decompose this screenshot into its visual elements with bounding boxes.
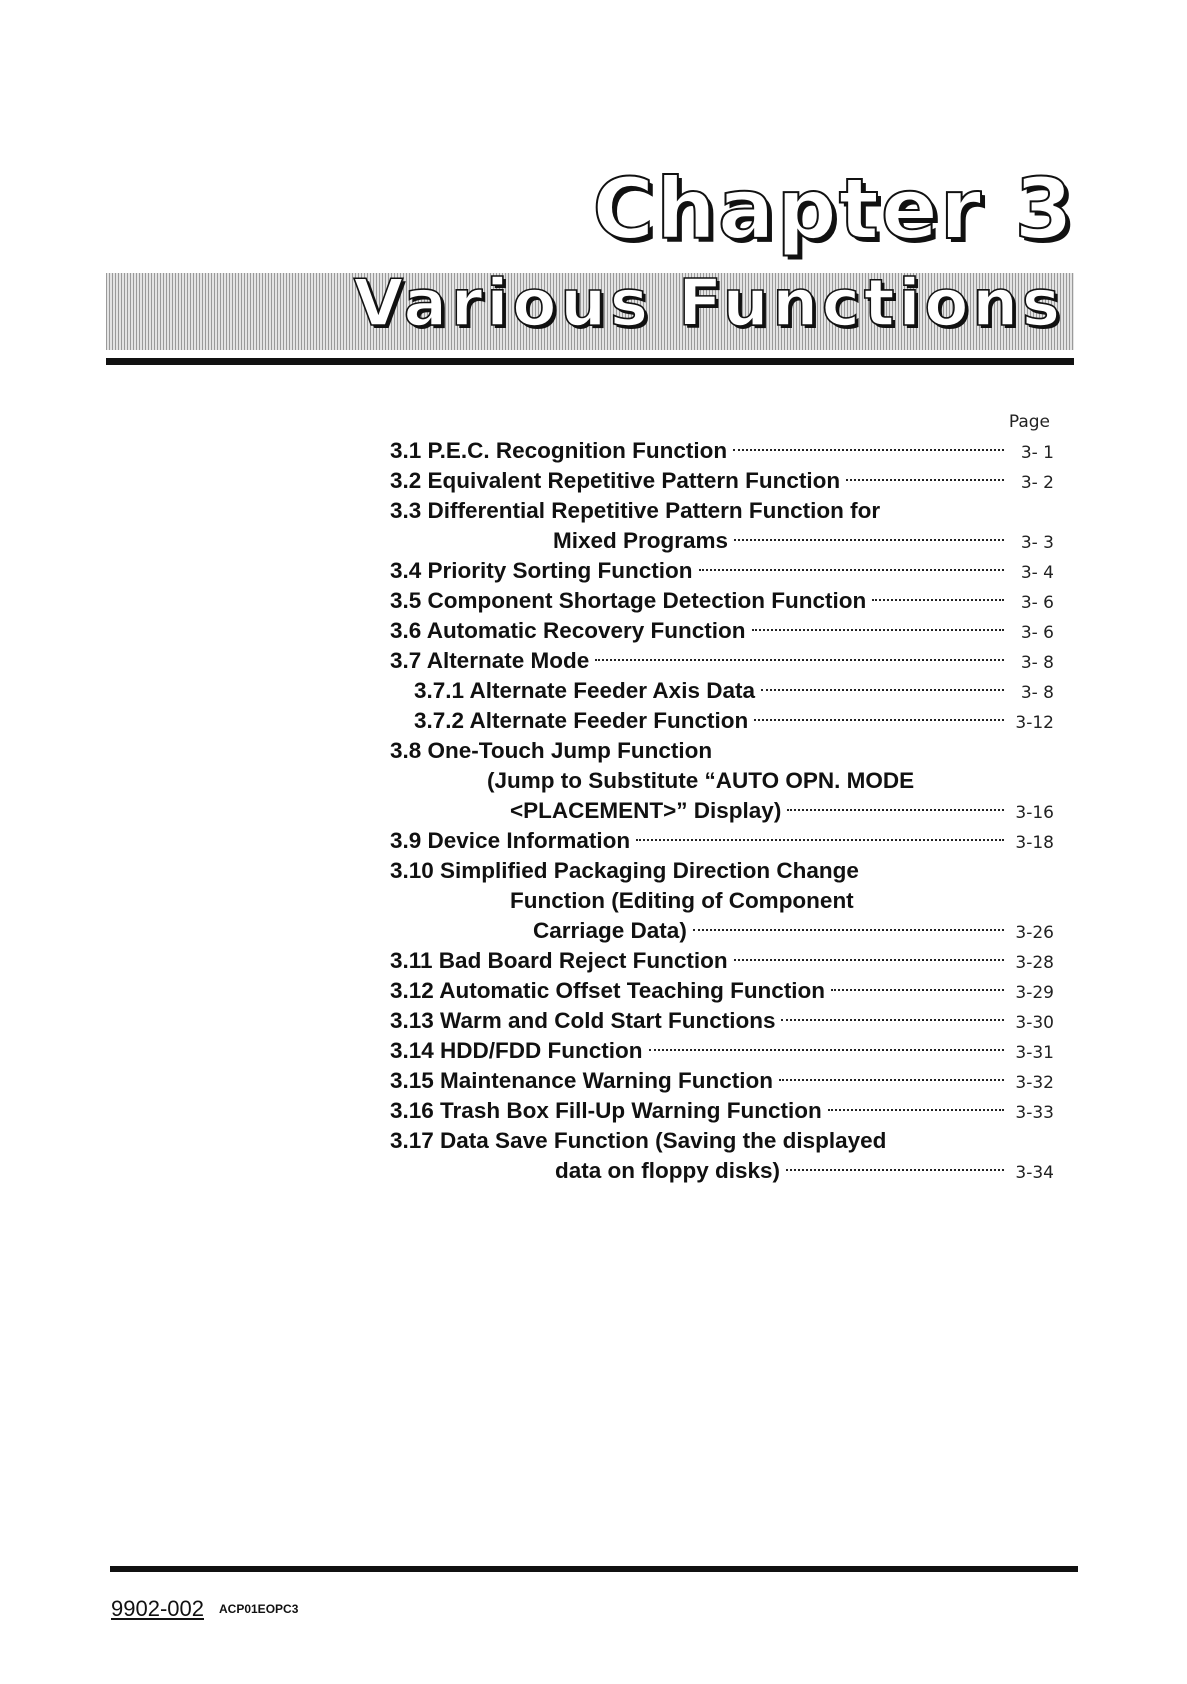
toc-entry-page: 3- 8 [1020,683,1054,703]
toc-leader-dots [595,659,1004,661]
toc-entry[interactable] [390,496,1054,526]
toc-entry-page: 3-16 [1015,803,1054,823]
footer-doc-id: ACP01EOPC3 [219,1602,299,1616]
toc-leader-dots [636,839,1004,841]
toc-entry-page: 3- 4 [1020,563,1054,583]
toc-entry-continuation[interactable] [390,526,1054,556]
toc-leader-dots [872,599,1004,601]
toc-entry-continuation[interactable] [390,916,1054,946]
toc-entry[interactable] [390,1126,1054,1156]
toc-entry-page: 3- 6 [1020,593,1054,613]
toc-entry-title-cont: Carriage Data) [533,918,687,943]
toc-entry-title: 3.15 Maintenance Warning Function [390,1068,773,1093]
toc-leader-dots [649,1049,1004,1051]
toc-entry-title-cont: data on floppy disks) [555,1158,781,1183]
toc-entry[interactable] [390,646,1054,676]
toc-entry-title: 3.4 Priority Sorting Function [390,558,693,583]
toc-entry[interactable] [390,466,1054,496]
toc-entry[interactable] [390,616,1054,646]
footer-code: 9902-002 [111,1596,204,1621]
toc-entry-page: 3- 8 [1020,653,1054,673]
toc-entry[interactable] [390,1066,1054,1096]
toc-subentry-title: 3.7.1 Alternate Feeder Axis Data [414,678,755,703]
toc-entry[interactable] [390,1036,1054,1066]
chapter-title: Various Functions [353,267,1064,341]
toc-leader-dots [752,629,1005,631]
toc-leader-dots [733,449,1004,451]
toc-leader-dots [786,1169,1004,1171]
toc-leader-dots [781,1019,1004,1021]
toc-leader-dots [699,569,1004,571]
toc-entry[interactable] [390,1096,1054,1126]
toc-entry[interactable] [390,976,1054,1006]
toc-entry[interactable] [390,1006,1054,1036]
toc-entry[interactable] [390,586,1054,616]
toc-entry-page: 3-31 [1015,1043,1054,1063]
toc-entry-page: 3-30 [1015,1013,1054,1033]
toc-entry-title: 3.9 Device Information [390,828,631,853]
bottom-rule [110,1566,1078,1572]
toc-leader-dots [846,479,1004,481]
page-column-label: Page [1008,412,1050,432]
toc-entry-page: 3-18 [1015,833,1054,853]
toc-entry-title: 3.2 Equivalent Repetitive Pattern Function [390,468,841,493]
toc-subentry[interactable] [390,706,1054,736]
top-rule [106,358,1074,365]
toc-entry-page: 3-12 [1015,713,1054,733]
toc-entry-title: 3.12 Automatic Offset Teaching Function [390,978,826,1003]
toc-entry-page: 3-32 [1015,1073,1054,1093]
toc-entry-title: 3.5 Component Shortage Detection Function [390,588,867,613]
toc-subentry[interactable] [390,676,1054,706]
toc-entry-title: 3.17 Data Save Function (Saving the displayed [390,1128,887,1153]
toc-leader-dots [779,1079,1004,1081]
toc-leader-dots [693,929,1004,931]
toc-entry-title-cont: Mixed Programs [553,528,729,553]
toc-entry-title: 3.14 HDD/FDD Function [390,1038,643,1063]
toc-entry-title: 3.16 Trash Box Fill-Up Warning Function [390,1098,822,1123]
toc-entry-page: 3-28 [1015,953,1054,973]
toc-entry[interactable] [390,736,1054,766]
toc-entry[interactable] [390,946,1054,976]
toc-entry-continuation[interactable] [390,766,1054,796]
toc-entry-page: 3-29 [1015,983,1054,1003]
chapter-heading: Chapter 3 [592,160,1075,258]
toc-leader-dots [761,689,1004,691]
toc-subentry-title: 3.7.2 Alternate Feeder Function [414,708,749,733]
toc-entry-title: 3.6 Automatic Recovery Function [390,618,746,643]
toc-entry-page: 3- 3 [1020,533,1054,553]
toc-entry-title: 3.11 Bad Board Reject Function [390,948,728,973]
toc-entry-title: 3.1 P.E.C. Recognition Function [390,438,728,463]
toc-entry-title: 3.13 Warm and Cold Start Functions [390,1008,776,1033]
toc-entry[interactable] [390,826,1054,856]
toc-entry-title-cont: (Jump to Substitute “AUTO OPN. MODE [487,768,915,793]
toc-entry-page: 3-33 [1015,1103,1054,1123]
toc-entry-continuation[interactable] [390,796,1054,826]
toc-entry-page: 3-26 [1015,923,1054,943]
toc-entry-title: 3.7 Alternate Mode [390,648,590,673]
toc-entry-continuation[interactable] [390,886,1054,916]
toc-leader-dots [828,1109,1004,1111]
toc-leader-dots [787,809,1004,811]
toc-entry-page: 3-34 [1015,1163,1054,1183]
toc-leader-dots [734,539,1004,541]
toc-entry[interactable] [390,436,1054,466]
toc-entry-continuation[interactable] [390,1156,1054,1186]
toc-entry-page: 3- 6 [1020,623,1054,643]
toc-leader-dots [754,719,1004,721]
toc-entry-title-cont: Function (Editing of Component [510,888,854,913]
toc-entry-title: 3.8 One-Touch Jump Function [390,738,713,763]
table-of-contents [390,408,1054,1186]
chapter-title-banner [106,267,1074,350]
toc-entry[interactable] [390,556,1054,586]
toc-entry-page: 3- 1 [1020,443,1054,463]
toc-leader-dots [734,959,1004,961]
toc-entry-page: 3- 2 [1020,473,1054,493]
toc-leader-dots [831,989,1004,991]
toc-entry-title-cont: <PLACEMENT>” Display) [510,798,782,823]
toc-entry-title: 3.10 Simplified Packaging Direction Change [390,858,859,883]
toc-entry[interactable] [390,856,1054,886]
toc-entry-title: 3.3 Differential Repetitive Pattern Function for [390,498,881,523]
